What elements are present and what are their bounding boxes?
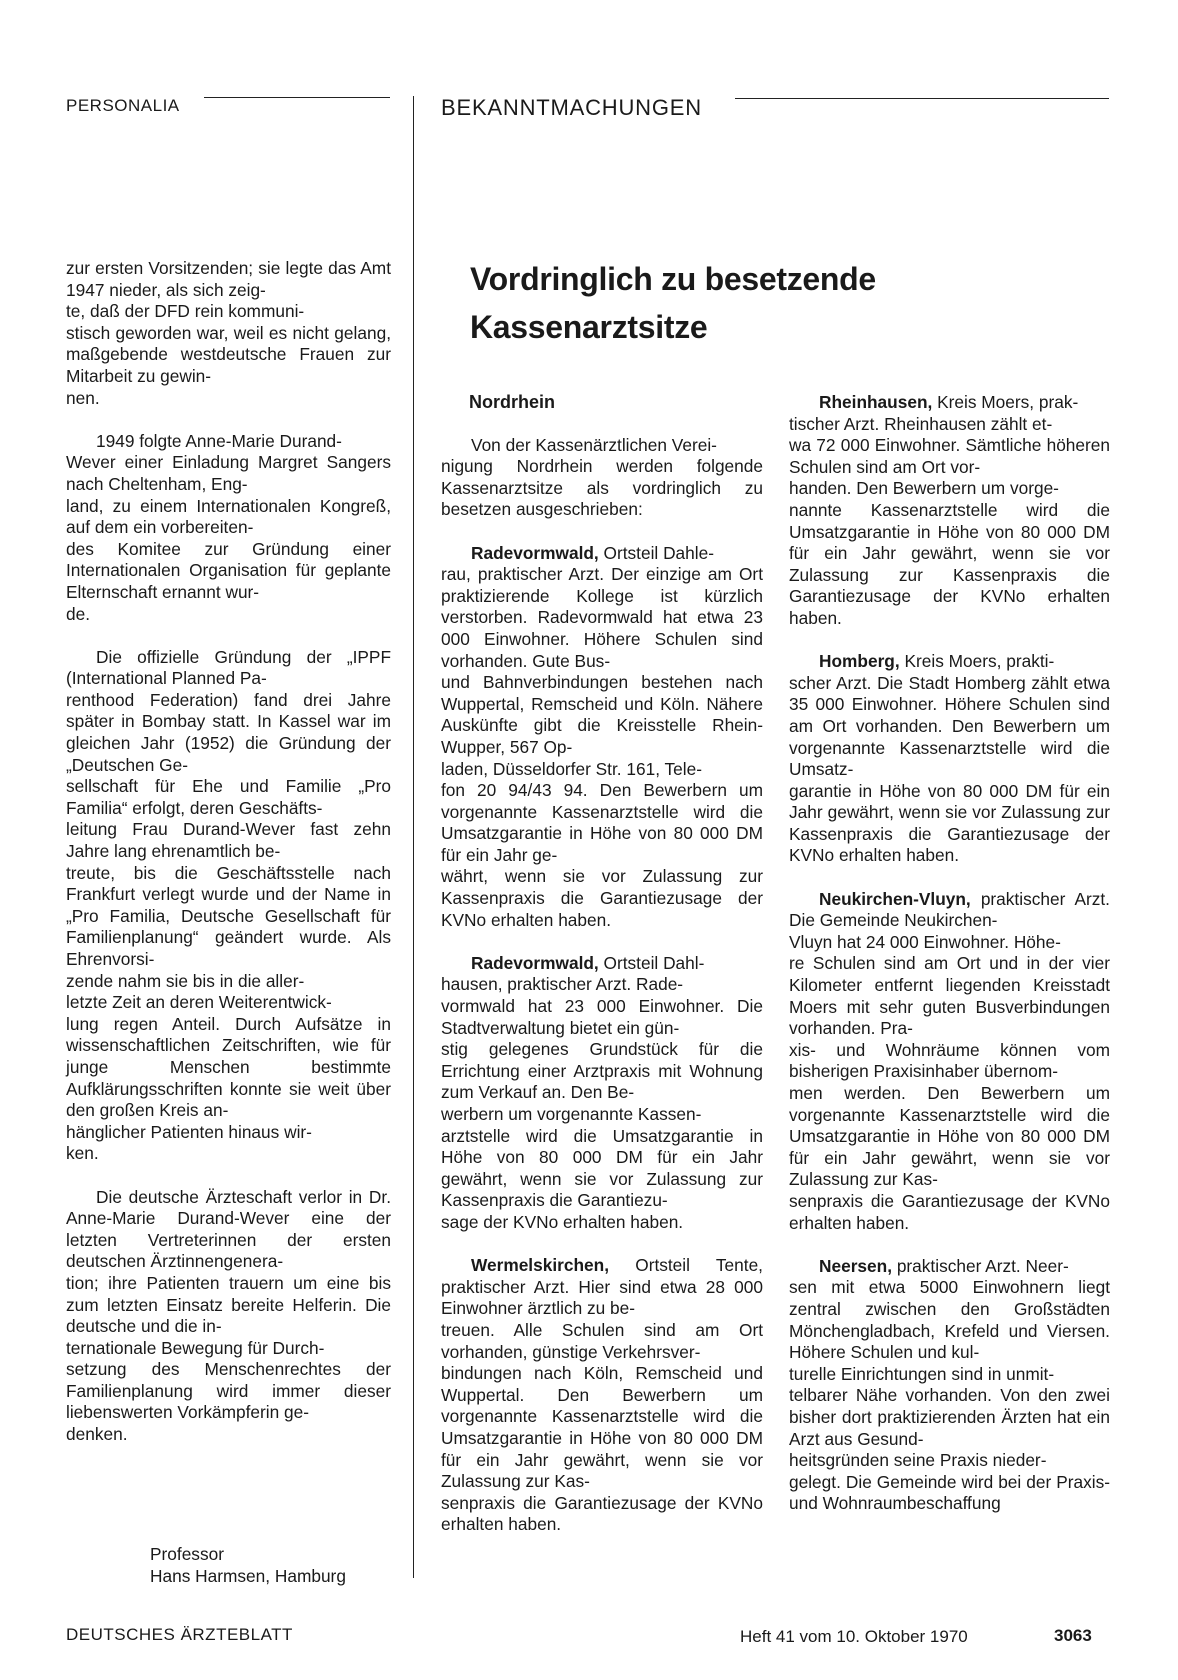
listing-neersen: Neersen, praktischer Arzt. Neer- sen mit etwa 5000 Einwohnern liegt zentral zwischen den Großstädten Mönchengladbach, Krefeld und Viersen. Höhere Schulen und kul- turelle Einrichtungen sind in unmit- telbarer Nähe vorhanden. Von den zwei bisher dort praktizierenden Ärzten hat ein Arzt aus Gesund- heitsgründen seine Praxis nieder- gelegt. Die Gemeinde wird bei der Praxis- und Wohnraumbeschaffung (789, 1255, 1110, 1514)
journal-name: DEUTSCHES ÄRZTEBLATT (66, 1625, 293, 1644)
article-intro: Von der Kassenärztlichen Verei- nigung Nordrhein werden folgende Kassenarztsitze als vordringlich zu besetzen ausgeschrieben: (441, 434, 763, 520)
page-number: 3063 (1054, 1626, 1092, 1645)
article-column-2 (789, 392, 1110, 1536)
obituary-paragraph-1: zur ersten Vorsitzenden; sie legte das Amt 1947 nieder, als sich zeig- te, daß der DFD rein kommuni- stisch geworden war, weil es nicht gelang, maßgebende westdeutsche Frauen zur Mitarbeit zu gewin- nen. (66, 258, 391, 408)
region-heading: Nordrhein (469, 392, 556, 412)
section-label-personalia: PERSONALIA (66, 96, 180, 115)
header-rule-right (735, 98, 1109, 99)
listing-homberg: Homberg, Kreis Moers, prakti- scher Arzt. Die Stadt Homberg zählt etwa 35 000 Einwohner. Höhere Schulen sind am Ort vorhanden. Den Bewerbern um vorgenannte Kassenarztstelle wird die Umsatz- garantie in Höhe von 80 000 DM für ein Jahr gewährt, wenn sie vor Zulassung zur Kassenpraxis die Garantiezusage der KVNo erhalten haben. (789, 651, 1110, 866)
listing-place: Homberg, (819, 651, 900, 672)
listing-neukirchen-vluyn: Neukirchen-Vluyn, praktischer Arzt. Die Gemeinde Neukirchen- Vluyn hat 24 000 Einwohner. Höhe- re Schulen sind am Ort und in der vier Kilometer entfernt liegenden Kreisstadt Moers mit sehr guten Busverbindungen vorhanden. Pra- xis- und Wohnräume können vom bisherigen Praxisinhaber übernom- men werden. Den Bewerbern um vorgenannte Kassenarztstelle wird die Umsatzgarantie in Höhe von 80 000 DM für ein Jahr gewährt, wenn sie vor Zulassung zur Kas- senpraxis die Garantiezusage der KVNo erhalten haben. (789, 888, 1110, 1233)
listing-place: Rheinhausen, (819, 392, 933, 412)
obituary-paragraph-2: 1949 folgte Anne-Marie Durand- Wever einer Einladung Margret Sangers nach Cheltenham, Eng- land, zu einem Internationalen Kongreß, auf dem ein vorbereiten- des Komitee zur Gründung einer Internationalen Organisation für geplante Elternschaft ernannt wur- de. (66, 430, 391, 624)
column-divider (413, 96, 414, 1578)
listing-radevormwald-dahlerau: Radevormwald, Ortsteil Dahle- rau, praktischer Arzt. Der einzige am Ort praktizierende Kollege ist kürzlich verstorben. Radevormwald hat etwa 23 000 Einwohner. Höhere Schulen sind vorhanden. Gute Bus- und Bahnverbindungen bestehen nach Wuppertal, Remscheid und Köln. Nähere Auskünfte gibt die Kreisstelle Rhein-Wupper, 567 Op- laden, Düsseldorfer Str. 161, Tele- fon 20 94/43 94. Den Bewerbern um vorgenannte Kassenarztstelle wird die Umsatzgarantie in Höhe von 80 000 DM für ein Jahr ge- währt, wenn sie vor Zulassung zur Kassenpraxis die Garantiezusage der KVNo erhalten haben. (441, 542, 763, 930)
author-signature: Professor Hans Harmsen, Hamburg (150, 1544, 346, 1586)
obituary-paragraph-4: Die deutsche Ärzteschaft verlor in Dr. Anne-Marie Durand-Wever eine der letzten Vertreterinnen der ersten deutschen Ärztinnengenera- tion; ihre Patienten trauern um eine bis zum letzten Einsatz bereite Helferin. Die deutsche und die in- ternationale Bewegung für Durch- setzung des Menschenrechtes der Familienplanung wird immer dieser liebenswerten Vorkämpferin ge- denken. (66, 1186, 391, 1445)
listing-wermelskirchen: Wermelskirchen, Ortsteil Tente, praktischer Arzt. Hier sind etwa 28 000 Einwohner ärztlich zu be- treuen. Alle Schulen sind am Ort vorhanden, günstige Verkehrsver- bindungen nach Köln, Remscheid und Wuppertal. Den Bewerbern um vorgenannte Kassenarztstelle wird die Umsatzgarantie in Höhe von 80 000 DM für ein Jahr gewährt, wenn sie vor Zulassung zur Kas- senpraxis die Garantiezusage der KVNo erhalten haben. (441, 1255, 763, 1535)
issue-info: Heft 41 vom 10. Oktober 1970 (740, 1627, 968, 1646)
article-column-1 (441, 392, 763, 1557)
article-headline: Vordringlich zu besetzende Kassenarztsitze (470, 261, 876, 345)
listing-place: Radevormwald, (471, 952, 599, 973)
left-column (66, 258, 391, 1467)
listing-place: Wermelskirchen, (471, 1255, 609, 1276)
listing-place: Neukirchen-Vluyn, (819, 888, 971, 909)
obituary-paragraph-3: Die offizielle Gründung der „IPPF (International Planned Pa- renthood Federation) fand drei Jahre später in Bombay statt. In Kassel war im gleichen Jahr (1952) die Gründung der „Deutschen Ge- sellschaft für Ehe und Familie „Pro Familia“ erfolgt, deren Geschäfts- leitung Frau Durand-Wever fast zehn Jahre lang ehrenamtlich be- treute, bis die Geschäftsstelle nach Frankfurt verlegt wurde und der Name in „Pro Familia, Deutsche Gesellschaft für Familienplanung“ geändert wurde. Als Ehrenvorsi- zende nahm sie bis in die aller- letzte Zeit an deren Weiterentwick- lung regen Anteil. Durch Aufsätze in wissenschaftlichen Zeitschriften, wie für junge Menschen bestimmte Aufklärungsschriften konnte sie weit über den großen Kreis an- hänglicher Patienten hinaus wir- ken. (66, 646, 391, 1164)
listing-place: Neersen, (819, 1255, 893, 1276)
listing-rheinhausen: Rheinhausen, Kreis Moers, prak- tischer Arzt. Rheinhausen zählt et- wa 72 000 Einwohner. Sämtliche höheren Schulen sind am Ort vor- handen. Den Bewerbern um vorge- nannte Kassenarztstelle wird die Umsatzgarantie in Höhe von 80 000 DM für ein Jahr gewährt, wenn sie vor Zulassung zur Kassenpraxis die Garantiezusage der KVNo erhalten haben. (789, 392, 1110, 628)
header-rule-left (204, 97, 390, 98)
listing-place: Radevormwald, (471, 542, 599, 563)
section-label-bekanntmachungen: BEKANNTMACHUNGEN (441, 95, 702, 120)
listing-radevormwald-dahlhausen: Radevormwald, Ortsteil Dahl- hausen, praktischer Arzt. Rade- vormwald hat 23 000 Einwohner. Die Stadtverwaltung bietet ein gün- stig gelegenes Grundstück für die Errichtung einer Arztpraxis mit Wohnung zum Verkauf an. Den Be- werbern um vorgenannte Kassen- arztstelle wird die Umsatzgarantie in Höhe von 80 000 DM für ein Jahr gewährt, wenn sie vor Zulassung zur Kassenpraxis die Garantiezu- sage der KVNo erhalten haben. (441, 952, 763, 1232)
